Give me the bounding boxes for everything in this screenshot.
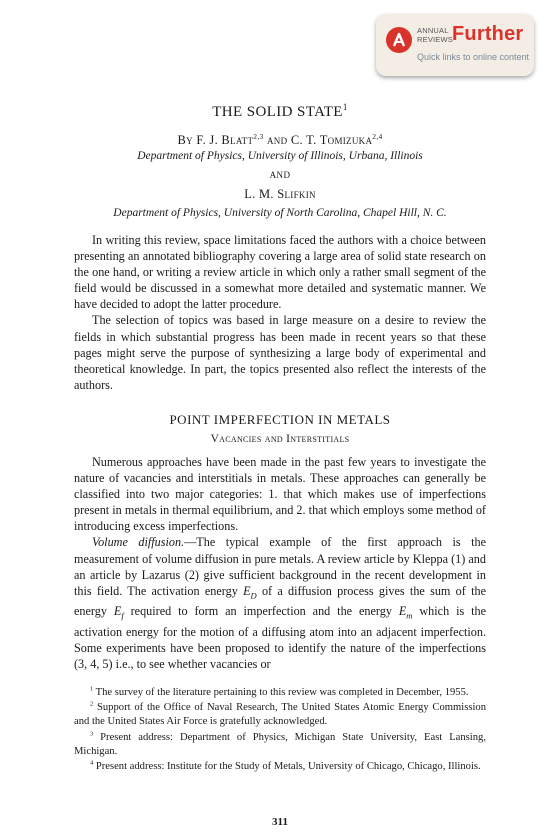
para2-part-c: required to form an imperfection and the energy: [123, 604, 399, 619]
and-separator: AND: [269, 170, 291, 180]
further-badge[interactable]: [376, 14, 534, 76]
symbol-ed-sub: D: [250, 590, 257, 601]
further-subtitle: Quick links to online content: [417, 52, 530, 62]
section-heading: POINT IMPERFECTION IN METALS: [169, 412, 391, 427]
footnote-2-text: Support of the Office of Naval Research, The United States Atomic Energy Commission and the United States Air Force is gratefully acknowledged.: [74, 702, 486, 728]
symbol-em: E: [398, 604, 407, 619]
title-text: THE SOLID STATE: [212, 104, 343, 120]
symbol-ef: E: [113, 604, 122, 619]
footnote-4: [74, 760, 486, 774]
footnote-3: [74, 731, 486, 759]
footnote-4-text: Present address: Institute for the Study of Metals, University of Chicago, Chicago, Illinois.: [93, 761, 481, 773]
author-1-notes[interactable]: 2,3: [253, 131, 264, 141]
article-title: [0, 104, 560, 121]
footnote-2: [74, 701, 486, 729]
author-2-notes[interactable]: 2,4: [372, 131, 383, 141]
footnote-1-mark: 1: [90, 685, 94, 693]
byline: [0, 133, 560, 148]
author-3: L. M. Slifkin: [244, 187, 316, 201]
annual-reviews-logo-icon: [386, 27, 412, 53]
volume-diffusion-lead: Volume diffusion.: [92, 535, 185, 550]
intro-paragraph-1: In writing this review, space limitations faced the authors with a choice between presenting an annotated bibliography covering a large area of solid state research on the one hand, or writing a review article in which only a rather small segment of the field would be discussed in a somewhat more detailed and systematic manner. We have decided to adopt the latter procedure.: [74, 233, 486, 312]
footnote-1-text: The survey of the literature pertaining to this review was completed in December, 1955.: [93, 687, 469, 698]
annual-label: ANNUAL: [417, 26, 449, 35]
footnote-3-mark: 3: [90, 730, 94, 738]
title-footnote-ref[interactable]: 1: [342, 102, 348, 112]
further-label: Further: [452, 23, 524, 45]
annual-reviews-wordmark: [417, 27, 453, 44]
para2-part-a: —The typical example of the first approach is the measurement of volume diffusion in pure metals. A review article by Kleppa (1) and an article by Lazarus (2) give sufficient background in the recent development in this field. The activation energy: [74, 535, 487, 598]
symbol-em-sub: m: [406, 610, 413, 621]
affiliation-2: Department of Physics, University of North Carolina, Chapel Hill, N. C.: [113, 207, 447, 219]
author-2: C. T. Tomizuka: [290, 133, 373, 147]
reviews-label: REVIEWS: [417, 34, 453, 44]
subsection-heading: Vacancies and Interstitials: [210, 433, 350, 445]
byline-and: and: [266, 133, 288, 147]
page-number: 311: [272, 816, 288, 828]
author-1: By F. J. Blatt: [177, 133, 254, 147]
introduction: [74, 232, 486, 393]
intro-paragraph-2: The selection of topics was based in large measure on a desire to review the fields in which substantial progress has been made in recent years so that these pages might serve the purpose of synthesizing a large body of experimental and theoretical knowledge. In part, the topics presented also reflect the interests of the authors.: [74, 313, 486, 392]
symbol-ef-sub: f: [121, 610, 124, 621]
footnote-2-mark: 2: [90, 700, 94, 708]
section-paragraph-1: Numerous approaches have been made in the past few years to investigate the nature of vacancies and interstitials in metals. These approaches can generally be classified into two major categories: 1. that which makes use of imperfections present in metals in thermal equilibrium, and 2. that which employs some method of introducing excess imperfections.: [74, 455, 486, 534]
footnote-1: [74, 686, 486, 700]
para2-part-b: of a diffusion process gives the sum of the energy: [74, 583, 486, 619]
para2-part-d: which is the activation energy for the motion of a diffusing atom into an adjacent imperfection. Some experiments have been proposed to identify the nature of the imperfections (3, 4, 5) i.e., to see whether vacancies or: [74, 604, 486, 671]
section-body: [74, 454, 486, 672]
affiliation-1: Department of Physics, University of Illinois, Urbana, Illinois: [137, 150, 423, 162]
footnote-3-text: Present address: Department of Physics, Michigan State University, East Lansing, Michigan.: [74, 731, 486, 757]
section-paragraph-2: [74, 534, 486, 672]
footnotes: [74, 686, 486, 775]
footnote-4-mark: 4: [90, 759, 94, 767]
symbol-ed: E: [243, 583, 251, 598]
